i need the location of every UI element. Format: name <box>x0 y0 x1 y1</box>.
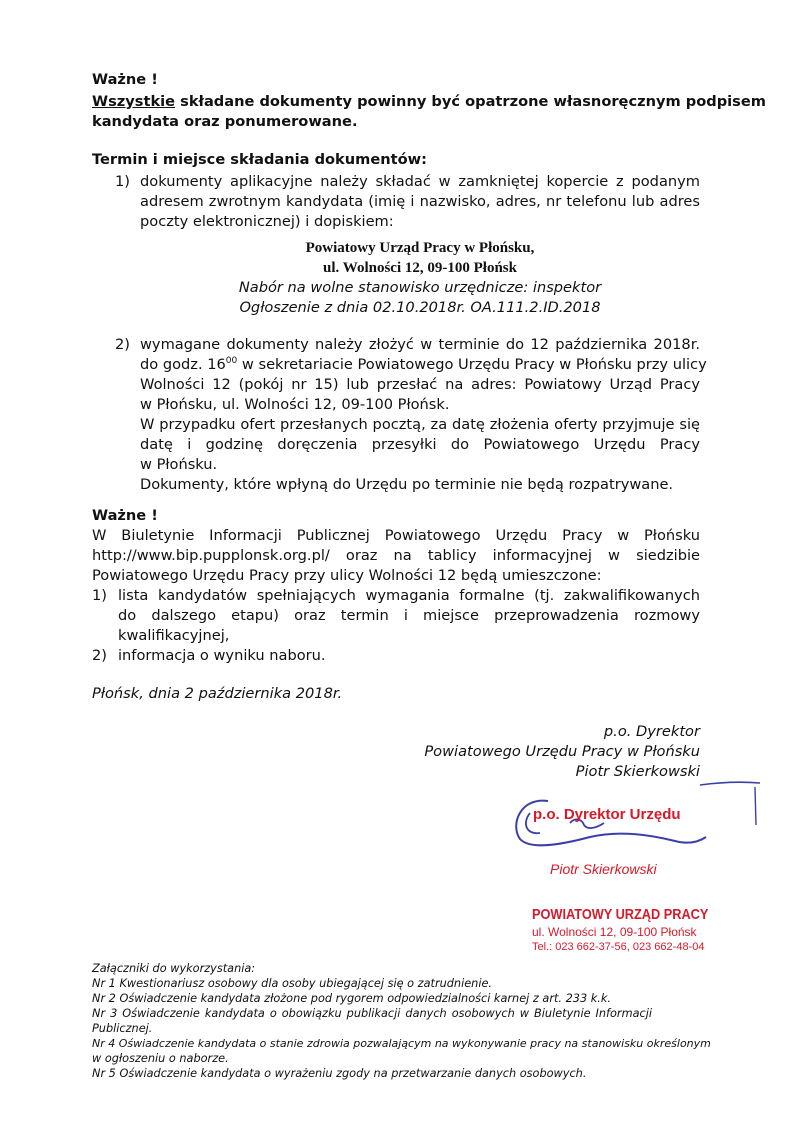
list-number: 2) <box>115 336 130 353</box>
item2-time-prefix: do godz. 16 <box>140 356 226 373</box>
attachment-item: Nr 1 Kwestionariusz osobowy dla osoby ubiegającej się o zatrudnienie. <box>92 977 493 990</box>
item2-line: w Płońsku, ul. Wolności 12, 09-100 Płońsk. <box>140 396 450 413</box>
address-line-office: Powiatowy Urząd Pracy w Płońsku, <box>305 240 535 256</box>
place-date: Płońsk, dnia 2 października 2018r. <box>92 685 343 702</box>
attachment-item: Nr 4 Oświadczenie kandydata o stanie zdrowia pozwalającym na wykonywanie pracy na stanowisku określonym <box>92 1037 711 1050</box>
list-number: 2) <box>92 647 107 664</box>
important-heading-1: Ważne ! <box>92 71 158 88</box>
item2-line: Dokumenty, które wpłyną do Urzędu po terminie nie będą rozpatrywane. <box>140 476 674 493</box>
list-number: 1) <box>115 173 130 190</box>
attachment-item: Nr 2 Oświadczenie kandydata złożone pod rygorem odpowiedzialności karnej z art. 233 k.k. <box>92 992 611 1005</box>
bip-item1-line: kwalifikacyjnej, <box>118 627 230 644</box>
item2-line: w Płońsku. <box>140 456 218 473</box>
item2-line <box>140 355 707 375</box>
bip-line: W Biuletynie Informacji Publicznej Powiatowego Urzędu Pracy w Płońsku <box>92 527 700 544</box>
list-number: 1) <box>92 587 107 604</box>
item2-time-suffix: w sekretariacie Powiatowego Urzędu Pracy w Płońsku przy ulicy <box>237 356 707 373</box>
item2-line: wymagane dokumenty należy złożyć w terminie do 12 października 2018r. <box>140 336 700 353</box>
bip-item1-line: do dalszego etapu) oraz termin i miejsce przeprowadzenia rozmowy <box>118 607 700 624</box>
announcement-ref: Ogłoszenie z dnia 02.10.2018r. OA.111.2.ID.2018 <box>239 299 601 316</box>
attachment-item-continued: w ogłoszeniu o naborze. <box>92 1052 229 1065</box>
signatory-title: p.o. Dyrektor <box>603 723 700 740</box>
item2-time-superscript: 00 <box>225 356 238 367</box>
attachment-item: Nr 5 Oświadczenie kandydata o wyrażeniu zgody na przetwarzanie danych osobowych. <box>92 1067 587 1080</box>
signatory-name: Piotr Skierkowski <box>575 763 700 780</box>
bip-line: Powiatowego Urzędu Pracy przy ulicy Wolności 12 będą umieszczone: <box>92 567 602 584</box>
item1-line: dokumenty aplikacyjne należy składać w zamkniętej kopercie z podanym <box>140 173 700 190</box>
signatory-office: Powiatowego Urzędu Pracy w Płońsku <box>424 743 700 760</box>
stamp-director-name: Piotr Skierkowski <box>550 861 657 877</box>
bip-item1-line: lista kandydatów spełniających wymagania formalne (tj. zakwalifikowanych <box>118 587 700 604</box>
bip-line: http://www.bip.pupplonsk.org.pl/ oraz na tablicy informacyjnej w siedzibie <box>92 547 700 564</box>
stamp-director-title: p.o. Dyrektor Urzędu <box>533 806 681 823</box>
attachments-heading: Załączniki do wykorzystania: <box>92 962 256 975</box>
submission-heading: Termin i miejsce składania dokumentów: <box>92 151 427 168</box>
item2-line: datę i godzinę doręczenia przesyłki do Powiatowego Urzędu Pracy <box>140 436 700 453</box>
recruitment-title: Nabór na wolne stanowisko urzędnicze: inspektor <box>238 279 602 296</box>
attachment-item-continued: Publicznej. <box>92 1022 153 1035</box>
important-heading-2: Ważne ! <box>92 507 158 524</box>
office-stamp-address: ul. Wolności 12, 09-100 Płońsk <box>532 925 697 939</box>
attachment-item: Nr 3 Oświadczenie kandydata o obowiązku publikacji danych osobowych w Biuletynie Informacji <box>92 1007 652 1020</box>
important-text-line-2: kandydata oraz ponumerowane. <box>92 113 358 130</box>
address-line-street: ul. Wolności 12, 09-100 Płońsk <box>323 260 517 276</box>
underlined-word: Wszystkie <box>92 93 176 110</box>
important-text-line-1 <box>92 92 766 112</box>
item2-line: Wolności 12 (pokój nr 15) lub przesłać na adres: Powiatowy Urząd Pracy <box>140 376 700 393</box>
office-stamp-name: POWIATOWY URZĄD PRACY <box>532 906 709 923</box>
item1-line: poczty elektronicznej) i dopiskiem: <box>140 213 394 230</box>
item2-line: W przypadku ofert przesłanych pocztą, za datę złożenia oferty przyjmuje się <box>140 416 700 433</box>
office-stamp-phone: Tel.: 023 662-37-56, 023 662-48-04 <box>532 941 705 953</box>
item1-line: adresem zwrotnym kandydata (imię i nazwisko, adres, nr telefonu lub adres <box>140 193 700 210</box>
important-text-rest: składane dokumenty powinny być opatrzone własnoręcznym podpisem <box>175 93 766 110</box>
bip-item2-line: informacja o wyniku naboru. <box>118 647 326 664</box>
